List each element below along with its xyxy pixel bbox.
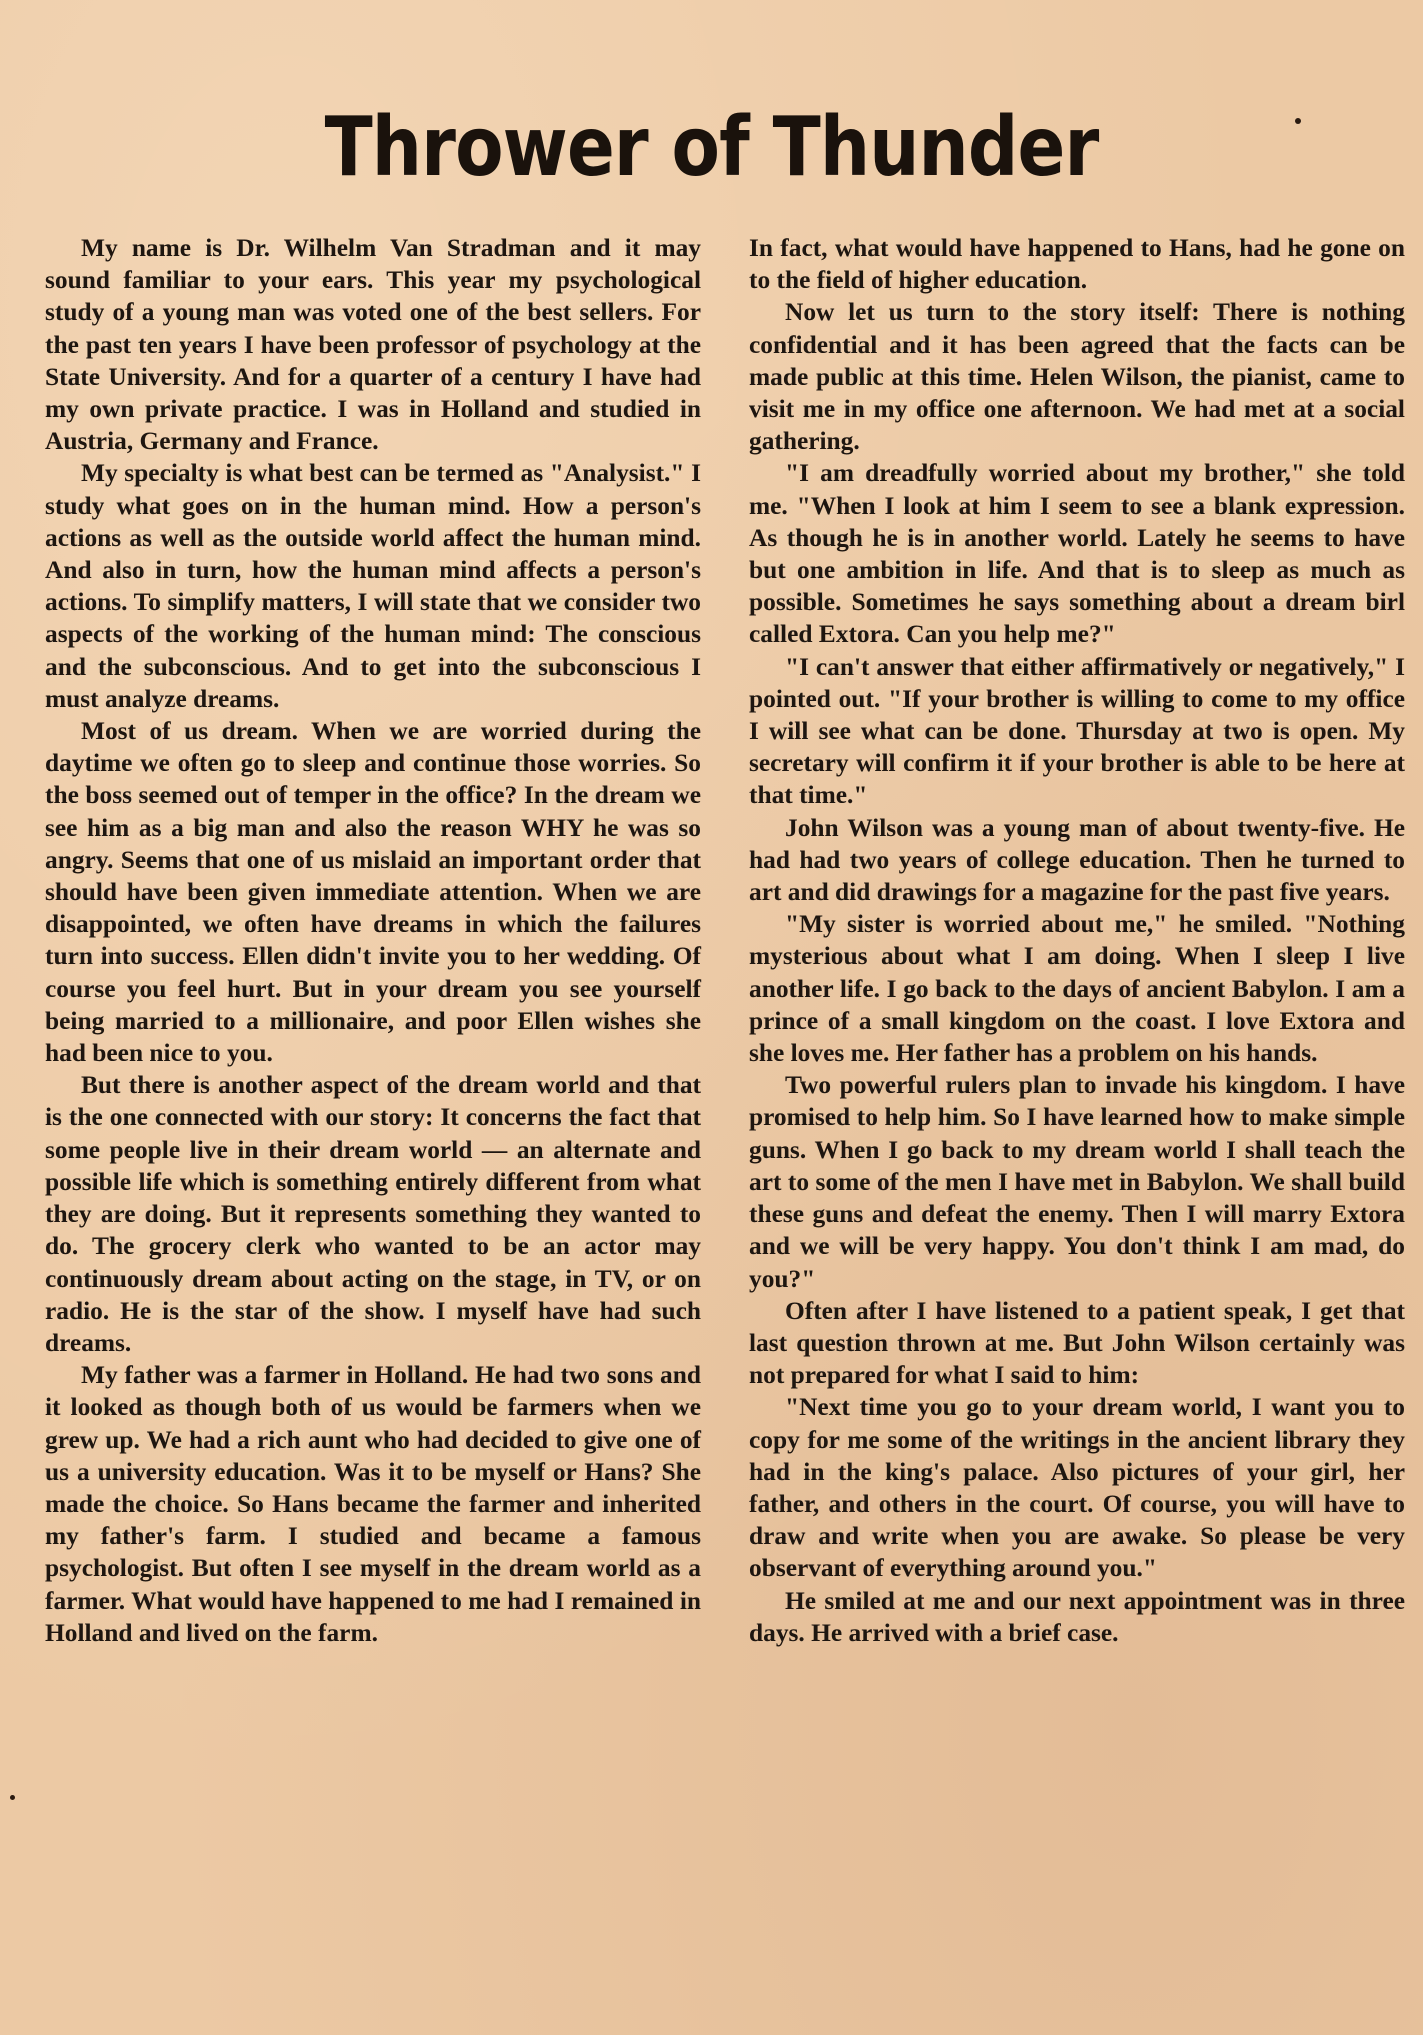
paragraph: Often after I have listened to a patient speak, I get that last question thrown at me. But John Wilson certainly was not prepared for what I said to him: [749, 1296, 1405, 1390]
paragraph: John Wilson was a young man of about twenty-five. He had had two years of college education. Then he turned to art and did drawings for a magazine for the past five years. [749, 813, 1405, 907]
paragraph: My name is Dr. Wilhelm Van Stradman and it may sound familiar to your ears. This year my psychological study of a young man was voted one of the best sellers. For the past ten years I have been professor of psychology at the State University. And for a quarter of a century I have had my own private practice. I was in Holland and studied in Austria, Germany and France. [45, 234, 701, 456]
paragraph: My father was a farmer in Holland. He had two sons and it looked as though both of us would be farmers when we grew up. We had a rich aunt who had decided to give one of us a university education. Was it to be myself or Hans? She made the choice. So Hans became the farmer and inherited my father's farm. I studied and became a famous psychologist. But often I see myself in the dream world as a farmer. What would have happened to me had I remained in Holland and lived on the farm. [45, 1361, 701, 1647]
paragraph: "I am dreadfully worried about my brother," she told me. "When I look at him I seem to see a blank expression. As though he is in another world. Lately he seems to have but one ambition in life. And that is to sleep as much as possible. Sometimes he says something about a dream birl called Extora. Can you help me?" [749, 459, 1405, 649]
paragraph: In fact, what would have happened to Hans, had he gone on to the field of higher education. [749, 234, 1405, 295]
paragraph: Most of us dream. When we are worried during the daytime we often go to sleep and continue those worries. So the boss seemed out of temper in the office? In the dream we see him as a big man and also the reason WHY he was so angry. Seems that one of us mislaid an important order that should have been given immediate attention. When we are disappointed, we often have dreams in which the failures turn into success. Ellen didn't invite you to her wedding. Of course you feel hurt. But in your dream you see yourself being married to a millionaire, and poor Ellen wishes she had been nice to you. [45, 717, 701, 1068]
paragraph: "I can't answer that either affirmatively or negatively," I pointed out. "If your brother is willing to come to my office I will see what can be done. Thursday at two is open. My secretary will confirm it if your brother is able to be here at that time." [749, 652, 1405, 810]
paragraph: But there is another aspect of the dream world and that is the one connected with our story: It concerns the fact that some people live in their dream world — an alternate and possible life which is something entirely different from what they are doing. But it represents something they wanted to do. The grocery clerk who wanted to be an actor may continuously dream about acting on the stage, in TV, or on radio. He is the star of the show. I myself have had such dreams. [45, 1071, 701, 1357]
right-column [749, 232, 1405, 1649]
paragraph: "Next time you go to your dream world, I want you to copy for me some of the writings in the ancient library they had in the king's palace. Also pictures of your girl, her father, and others in the court. Of course, you will have to draw and write when you are awake. So please be very observant of everything around you." [749, 1393, 1405, 1583]
ink-speck [10, 1795, 15, 1800]
paragraph: "My sister is worried about me," he smiled. "Nothing mysterious about what I am doing. When I sleep I live another life. I go back to the days of ancient Babylon. I am a prince of a small kingdom on the coast. I love Extora and she loves me. Her father has a problem on his hands. [749, 910, 1405, 1068]
left-column [45, 232, 701, 1649]
story-title: Thrower of Thunder [324, 99, 1099, 195]
paragraph: My specialty is what best can be termed as "Analysist." I study what goes on in the human mind. How a person's actions as well as the outside world affect the human mind. And also in turn, how the human mind affects a person's actions. To simplify matters, I will state that we consider two aspects of the working of the human mind: The conscious and the subconscious. And to get into the subconscious I must analyze dreams. [45, 459, 701, 713]
ink-speck [1295, 118, 1301, 124]
paragraph: He smiled at me and our next appointment was in three days. He arrived with a brief case. [749, 1586, 1405, 1647]
paragraph: Two powerful rulers plan to invade his kingdom. I have promised to help him. So I have learned how to make simple guns. When I go back to my dream world I shall teach the art to some of the men I have met in Babylon. We shall build these guns and defeat the enemy. Then I will marry Extora and we will be very happy. You don't think I am mad, do you?" [749, 1071, 1405, 1293]
paragraph: Now let us turn to the story itself: There is nothing confidential and it has been agreed that the facts can be made public at this time. Helen Wilson, the pianist, came to visit me in my office one afternoon. We had met at a social gathering. [749, 298, 1405, 456]
